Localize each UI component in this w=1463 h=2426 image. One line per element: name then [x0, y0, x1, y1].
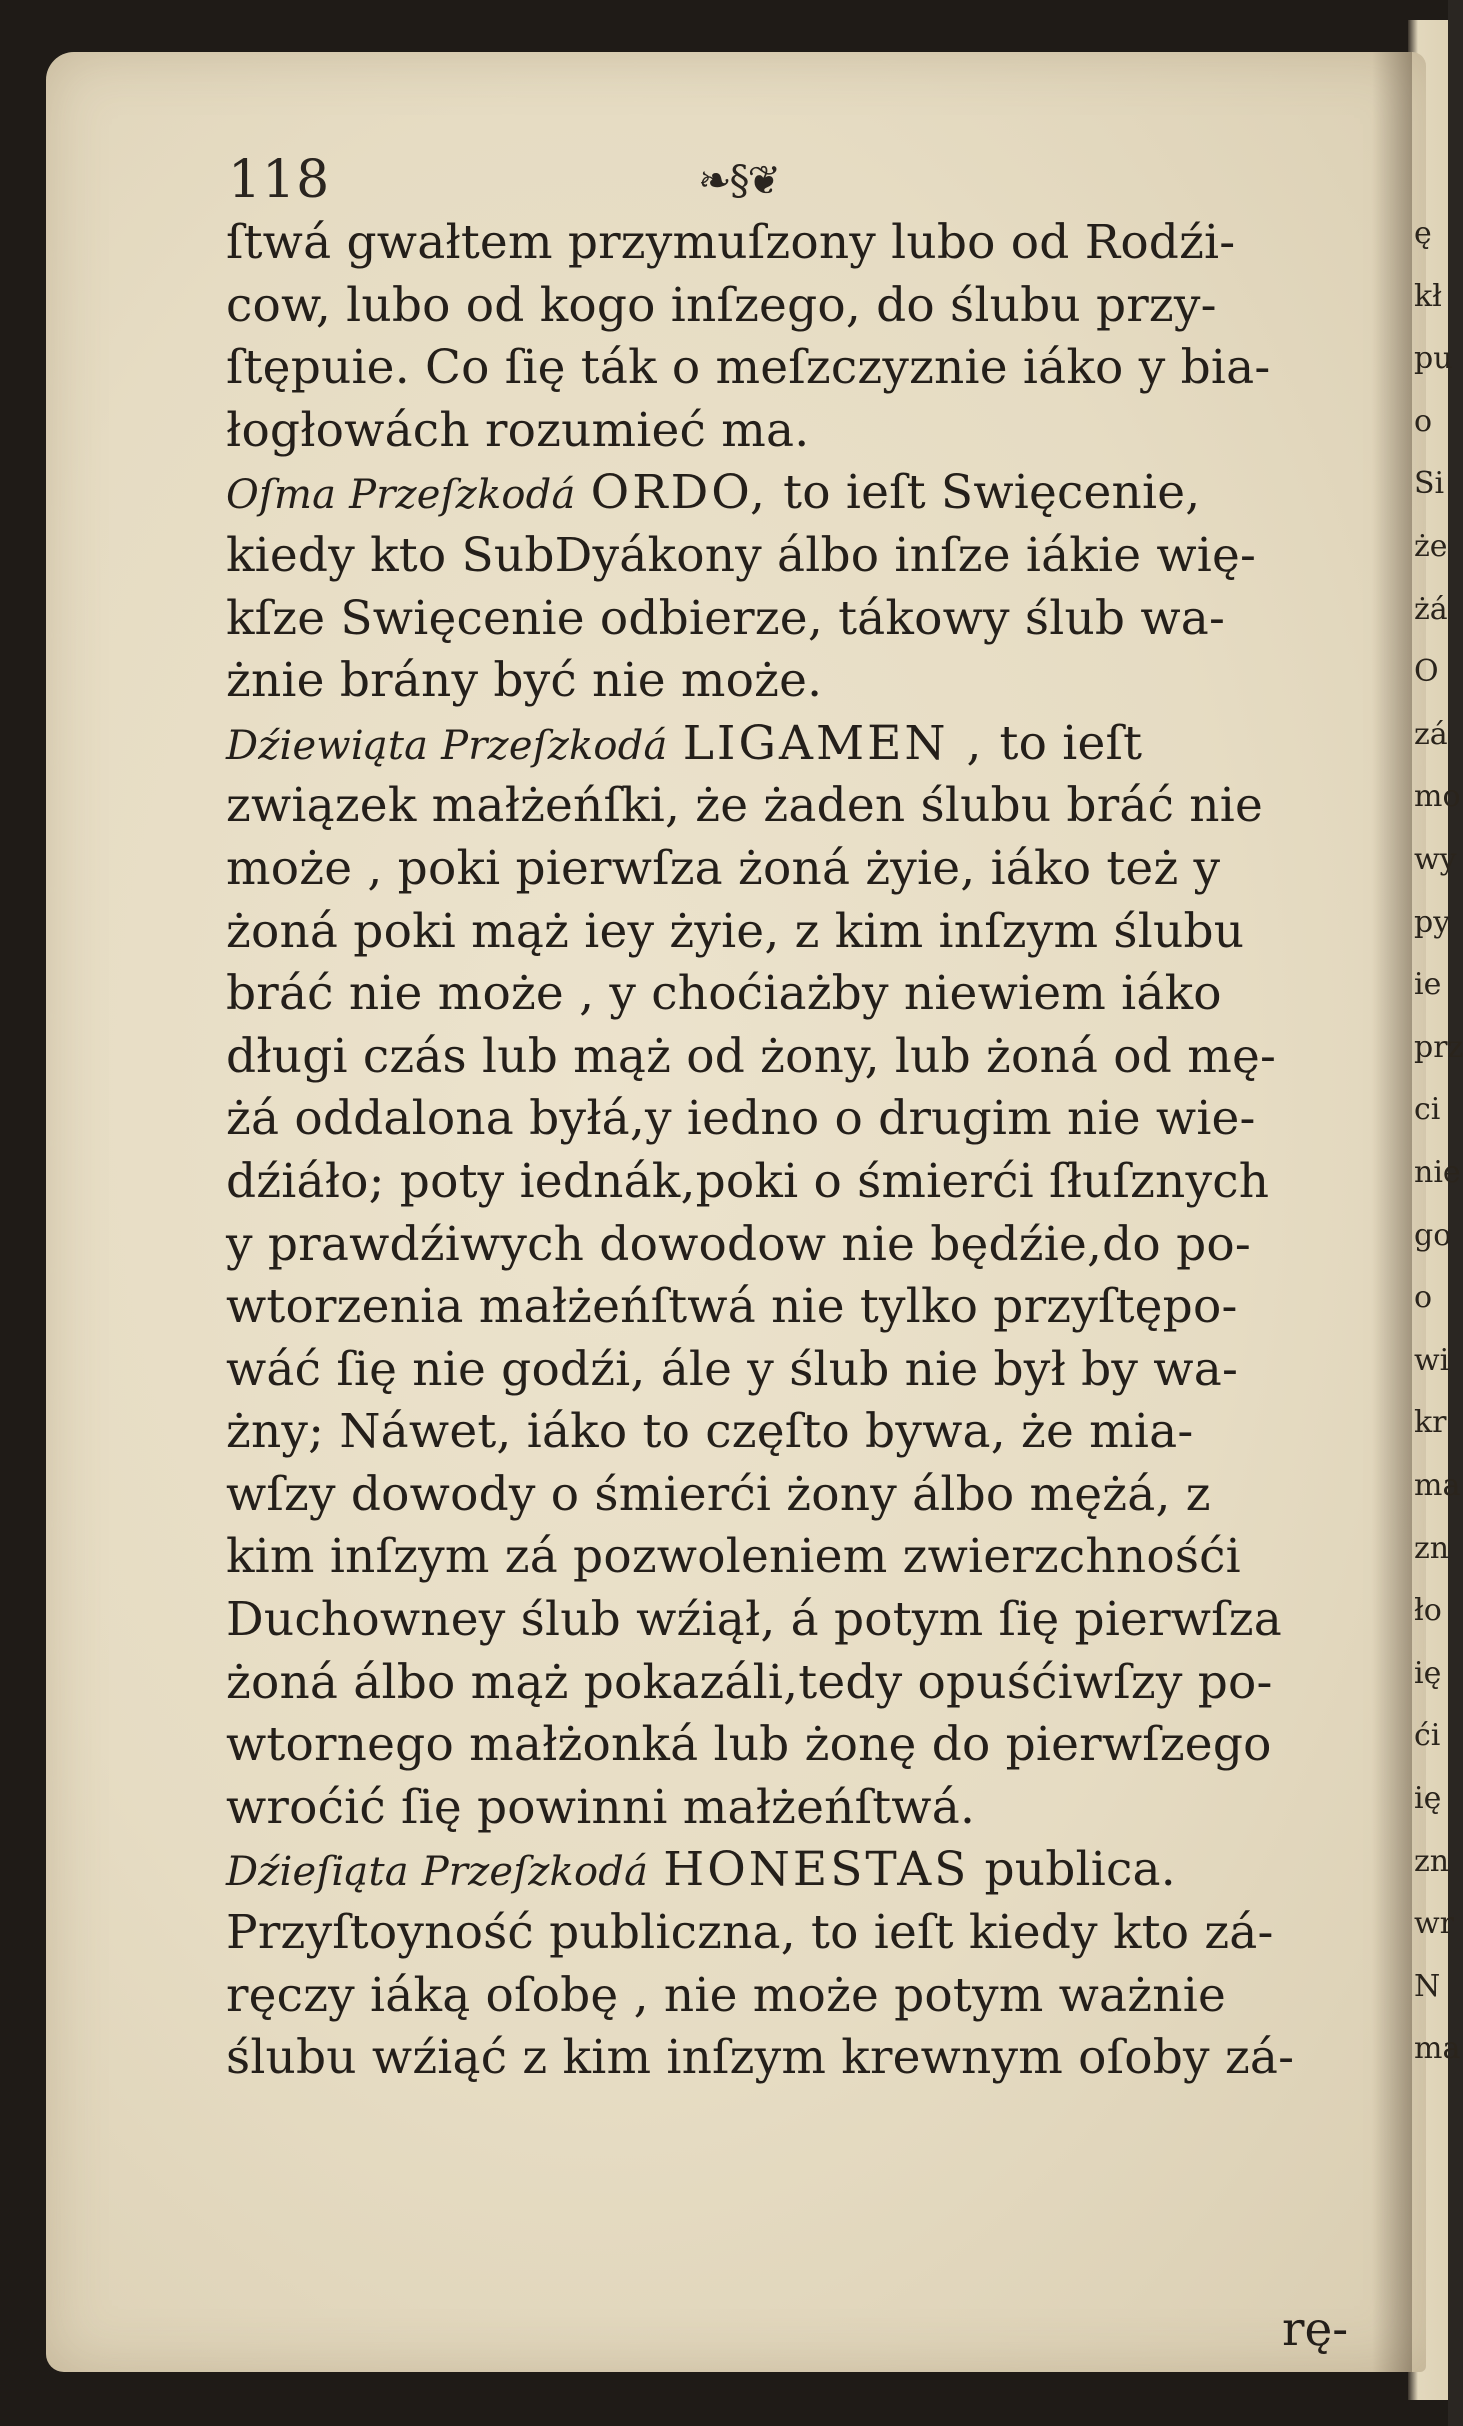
paragraph-lead: Dźieſiąta Przeſzkodá: [226, 1849, 649, 1896]
text-line: [226, 2027, 1406, 2090]
text-line: [226, 650, 1406, 713]
facing-page-fragment: Si: [1414, 466, 1445, 502]
text-line: [226, 963, 1406, 1026]
text-line: [226, 1902, 1406, 1965]
page-number: 118: [228, 150, 331, 210]
facing-page-fragment: ię: [1414, 1655, 1442, 1691]
facing-page-fragment: O: [1414, 654, 1439, 690]
facing-page-fragment: ę: [1414, 216, 1432, 251]
catchword: rę-: [1282, 2302, 1349, 2357]
text-line: [226, 713, 1406, 776]
text-line: [226, 525, 1406, 588]
line-text: żá oddalona byłá,y iedno o drugim nie wie-: [226, 1091, 1256, 1147]
facing-page-fragment: prz: [1414, 1029, 1463, 1065]
text-line: [226, 1526, 1406, 1589]
facing-page-fragment: ći: [1414, 1718, 1441, 1754]
line-text: łogłowách rozumieć ma.: [226, 402, 810, 458]
line-text: to ieſt: [984, 715, 1143, 771]
facing-page-fragment: o: [1414, 403, 1433, 439]
line-text: żoná poki mąż iey żyie, z kim inſzym ślubu: [226, 903, 1245, 959]
facing-page-fragment: ma: [1414, 2031, 1461, 2067]
facing-page-fragment: pu: [1414, 341, 1453, 377]
facing-page-fragment: ie: [1414, 967, 1442, 1003]
text-line: [226, 775, 1406, 838]
text-line: [226, 838, 1406, 901]
facing-page-fragment: ię: [1414, 1781, 1442, 1816]
text-line: [226, 1339, 1406, 1402]
facing-page-fragment: wr: [1414, 1906, 1455, 1942]
line-text: kſze Swięcenie odbierze, tákowy ślub wa-: [226, 590, 1226, 646]
text-line: [226, 275, 1406, 338]
text-line: [226, 1652, 1406, 1715]
paragraph-lead: Oſma Przeſzkodá: [226, 472, 576, 519]
text-line: [226, 901, 1406, 964]
line-text: może , poki pierwſza żoná żyie, iáko też y: [226, 840, 1221, 896]
text-line: [226, 1276, 1406, 1339]
text-line: [226, 1965, 1406, 2028]
line-text: ſtwá gwałtem przymuſzony lubo od Rodźi-: [226, 215, 1236, 270]
facing-page-fragment: kr: [1414, 1405, 1447, 1441]
line-text: żnie brány być nie może.: [226, 653, 823, 709]
latin-term: HONESTAS: [663, 1842, 970, 1898]
facing-page-fragment: ło: [1414, 1593, 1442, 1629]
text-line: [226, 1214, 1406, 1277]
text-line: [226, 588, 1406, 651]
line-text: y prawdźiwych dowodow nie będźie,do po-: [226, 1216, 1251, 1272]
facing-page-fragment: zn: [1414, 1843, 1450, 1879]
text-line: [226, 1714, 1406, 1777]
facing-page-fragment: wy: [1414, 842, 1457, 877]
text-line: [226, 1839, 1406, 1902]
text-line: [226, 1151, 1406, 1214]
facing-page-fragment: go: [1414, 1217, 1452, 1253]
text-line: [226, 212, 1406, 275]
facing-page-fragment: ma: [1414, 1468, 1461, 1503]
facing-page-fragment: żá: [1414, 591, 1448, 627]
header-ornament: ❧§❦: [698, 158, 780, 204]
line-text: Przyſtoyność publiczna, to ieſt kiedy kto zá-: [226, 1905, 1274, 1961]
line-text: związek małżeńſki, że żaden ślubu bráć nie: [226, 778, 1263, 834]
line-text: wáć ſię nie godźi, ále y ślub nie był by wa-: [226, 1341, 1239, 1397]
line-text: dźiáło; poty iednák,poki o śmierći ſłuſznych: [226, 1153, 1270, 1209]
facing-page-fragment: ci: [1414, 1092, 1441, 1128]
line-text: wſzy dowody o śmierći żony álbo mężá, z: [226, 1466, 1211, 1522]
paragraph-lead: Dźiewiąta Przeſzkodá: [226, 722, 668, 769]
line-text: ręczy iáką oſobę , nie może potym ważnie: [226, 1967, 1226, 2023]
text-line: [226, 1464, 1406, 1527]
line-text: to ieſt Swięcenie,: [768, 465, 1201, 521]
line-text: wroćić ſię powinni małżeńſtwá.: [226, 1779, 976, 1835]
facing-page-fragment: wi: [1414, 1342, 1450, 1378]
facing-page-fragment: że: [1414, 529, 1448, 564]
line-text: długi czás lub mąż od żony, lub żoná od mę-: [226, 1028, 1277, 1084]
facing-page-fragment: kł: [1414, 278, 1442, 314]
facing-page-fragment: py: [1414, 904, 1451, 940]
text-line: [226, 1589, 1406, 1652]
facing-page-fragment: zn: [1414, 1530, 1450, 1566]
line-text: żny; Náwet, iáko to częſto bywa, że mia-: [226, 1404, 1194, 1460]
line-text: cow, lubo od kogo inſzego, do ślubu przy-: [226, 277, 1217, 333]
facing-page-fragment: zá: [1414, 716, 1448, 752]
line-text: kim inſzym zá pozwoleniem zwierzchnośći: [226, 1529, 1241, 1585]
text-line: [226, 1088, 1406, 1151]
latin-term: ORDO,: [590, 465, 768, 521]
line-text: ślubu wźiąć z kim inſzym krewnym oſoby zá-: [226, 2030, 1295, 2086]
line-text: bráć nie może , y choćiażby niewiem iáko: [226, 966, 1222, 1022]
text-line: [226, 1777, 1406, 1840]
body-text: [226, 212, 1406, 2090]
line-text: wtornego małżonká lub żonę do pierwſzego: [226, 1717, 1272, 1773]
line-text: żoná álbo mąż pokazáli,tedy opuśćiwſzy po-: [226, 1654, 1273, 1710]
text-line: [226, 462, 1406, 525]
facing-page-fragment: nie: [1414, 1155, 1461, 1190]
line-text: publica.: [969, 1842, 1176, 1898]
line-text: Duchowney ślub wźiął, á potym ſię pierwſza: [226, 1592, 1282, 1648]
latin-term: LIGAMEN ,: [682, 715, 985, 771]
facing-page-fragment: N: [1414, 1968, 1441, 2004]
line-text: wtorzenia małżeńſtwá nie tylko przyſtępo-: [226, 1279, 1238, 1335]
line-text: ſtępuie. Co ſię ták o meſzczyznie iáko y bia-: [226, 340, 1271, 396]
facing-page-fragment: o: [1414, 1280, 1433, 1316]
facing-page-fragment: mo: [1414, 779, 1461, 815]
text-line: [226, 1401, 1406, 1464]
text-line: [226, 337, 1406, 400]
text-line: [226, 400, 1406, 463]
line-text: kiedy kto SubDyákony álbo inſze iákie wię-: [226, 527, 1257, 583]
text-line: [226, 1026, 1406, 1089]
running-header: [228, 150, 1378, 220]
